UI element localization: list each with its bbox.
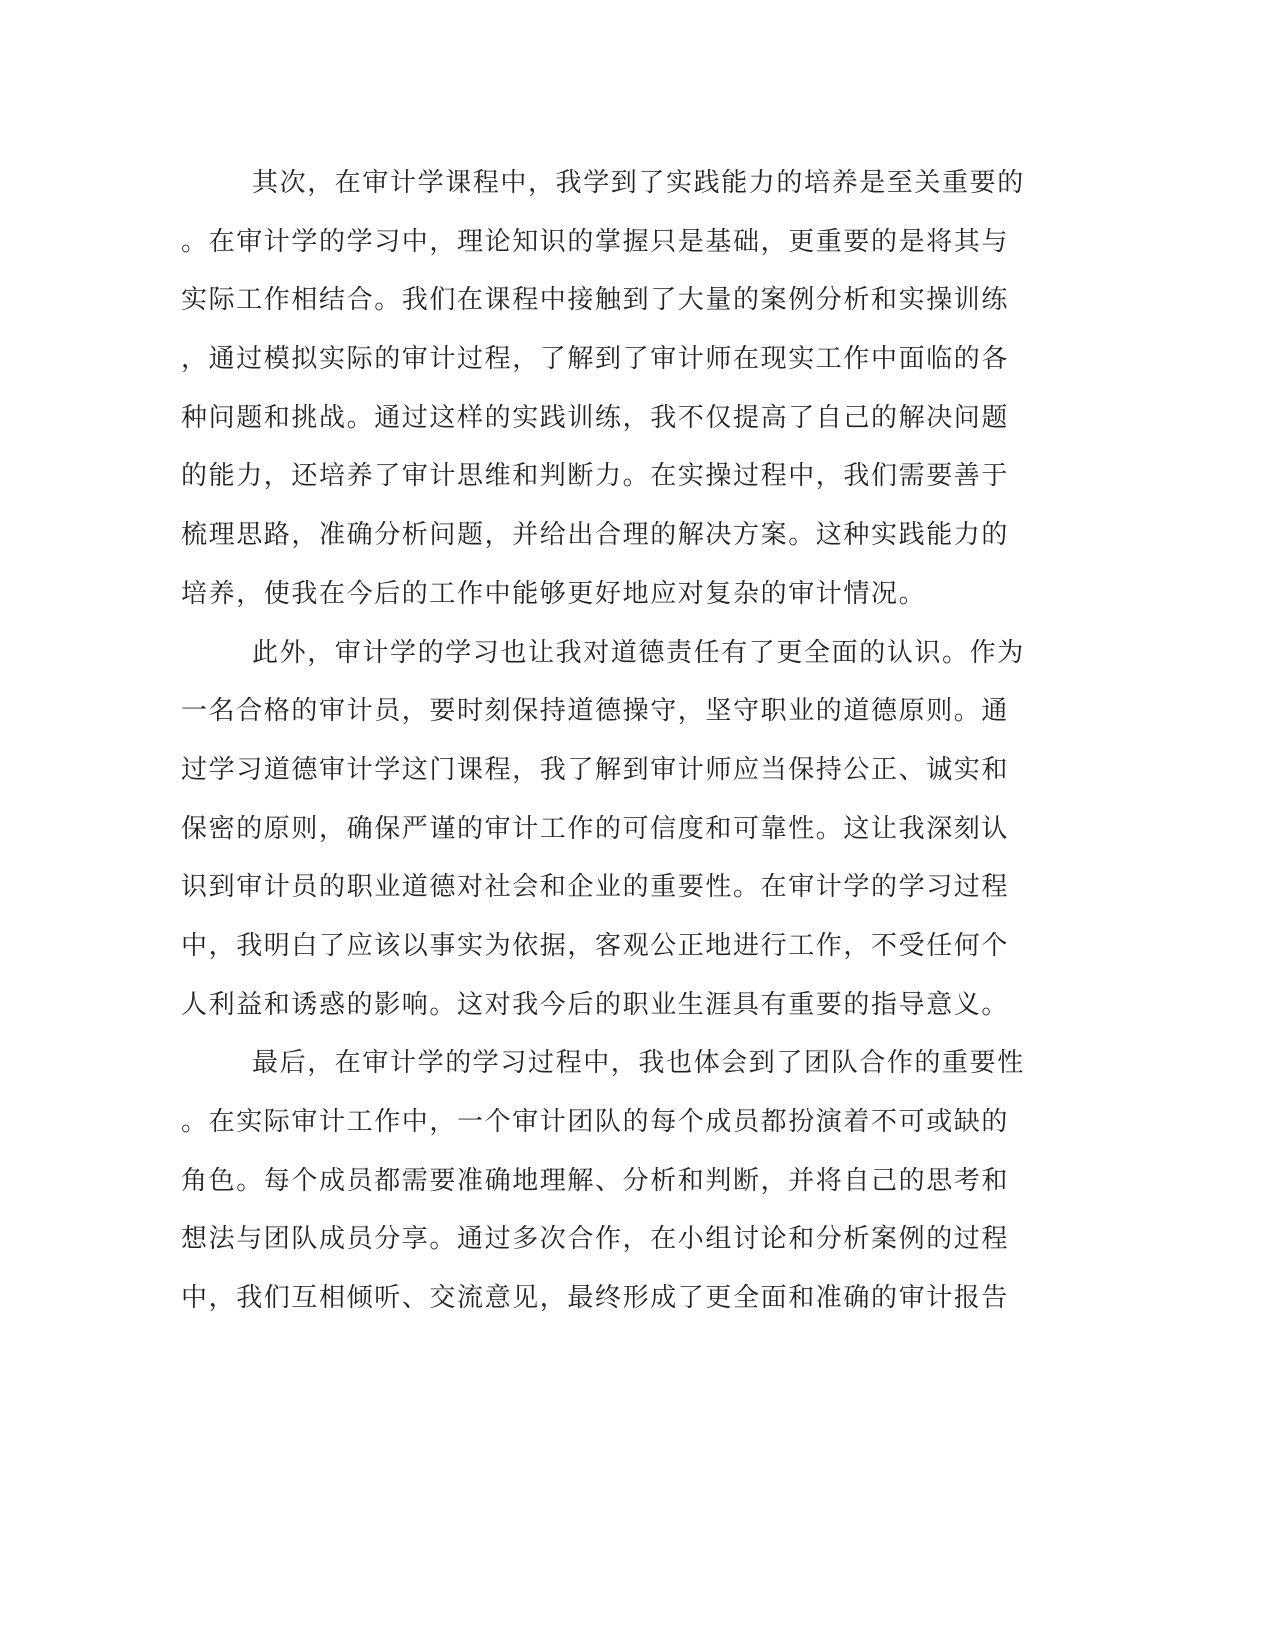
- text-line: 过学习道德审计学这门课程，我了解到审计师应当保持公正、诚实和: [181, 754, 1010, 785]
- text-line: 中，我们互相倾听、交流意见，最终形成了更全面和准确的审计报告: [181, 1283, 1010, 1314]
- text-line: 。在实际审计工作中，一个审计团队的每个成员都扮演着不可或缺的: [181, 1107, 1010, 1137]
- text-line: 此外，审计学的学习也让我对道德责任有了更全面的认识。作为: [252, 637, 1025, 668]
- text-line: 实际工作相结合。我们在课程中接触到了大量的案例分析和实操训练: [181, 285, 1010, 316]
- text-line: 保密的原则，确保严谨的审计工作的可信度和可靠性。这让我深刻认: [181, 813, 1010, 844]
- text-line: 识到审计员的职业道德对社会和企业的重要性。在审计学的学习过程: [181, 872, 1010, 903]
- paragraph-ethics: [181, 624, 1051, 1035]
- text-line: 中，我明白了应该以事实为依据，客观公正地进行工作，不受任何个: [181, 930, 1010, 961]
- text-line: 人利益和诱惑的影响。这对我今后的职业生涯具有重要的指导意义。: [181, 989, 1010, 1020]
- text-line: 种问题和挑战。通过这样的实践训练，我不仅提高了自己的解决问题: [181, 402, 1010, 433]
- text-line: 的能力，还培养了审计思维和判断力。在实操过程中，我们需要善于: [181, 461, 1010, 492]
- text-line: 。在审计学的学习中，理论知识的掌握只是基础，更重要的是将其与: [181, 226, 1010, 257]
- text-line: 一名合格的审计员，要时刻保持道德操守，坚守职业的道德原则。通: [181, 696, 1010, 727]
- text-line: 最后，在审计学的学习过程中，我也体会到了团队合作的重要性: [252, 1048, 1025, 1079]
- document-body: [181, 154, 1051, 1328]
- text-line: 培养，使我在今后的工作中能够更好地应对复杂的审计情况。: [181, 578, 927, 609]
- text-line: 角色。每个成员都需要准确地理解、分析和判断，并将自己的思考和: [181, 1165, 1010, 1196]
- text-line: 梳理思路，准确分析问题，并给出合理的解决方案。这种实践能力的: [181, 520, 1010, 551]
- paragraph-teamwork: [181, 1034, 1051, 1327]
- text-line: 想法与团队成员分享。通过多次合作，在小组讨论和分析案例的过程: [181, 1224, 1010, 1255]
- text-line: 其次，在审计学课程中，我学到了实践能力的培养是至关重要的: [252, 168, 1025, 198]
- paragraph-practice-ability: [181, 154, 1051, 624]
- text-line: ，通过模拟实际的审计过程，了解到了审计师在现实工作中面临的各: [181, 344, 1010, 375]
